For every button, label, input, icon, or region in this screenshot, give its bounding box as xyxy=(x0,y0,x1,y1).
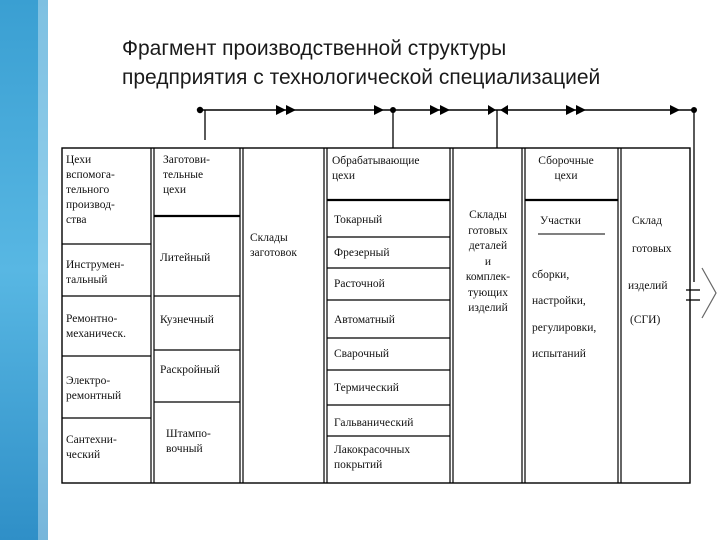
processing-galvanic-label: Гальванический xyxy=(334,417,414,429)
arrow-head-3 xyxy=(430,105,440,115)
processing-welding-label: Сварочный xyxy=(334,348,390,360)
procurement-casting-label: Литейный xyxy=(160,252,211,264)
processing-paint-label: Лакокрасочных покрытий xyxy=(334,444,411,471)
blank-warehouse-label: Склады заготовок xyxy=(250,232,297,259)
processing-header-label: Обрабатывающие цехи xyxy=(332,155,420,182)
assembly-op-assembly: сборки, xyxy=(532,269,570,281)
aux-plumbing-label: Сантехни- ческий xyxy=(66,434,117,461)
title-line-1: Фрагмент производственной структуры xyxy=(122,37,507,60)
finished-warehouse-line2: готовых xyxy=(632,243,672,255)
procurement-stamping-label: Штампо- вочный xyxy=(166,428,211,455)
assembly-op-testing: испытаний xyxy=(532,348,586,360)
title-line-2: предприятия с технологической специализацией xyxy=(122,66,601,89)
aux-repair-label: Ремонтно- механическ. xyxy=(66,313,126,340)
processing-thermal-label: Термический xyxy=(334,382,399,394)
parts-warehouse-label: Склады готовых деталей и комплек- тующих изделий xyxy=(465,209,511,314)
processing-milling-label: Фрезерный xyxy=(334,247,390,259)
processing-boring-label: Расточной xyxy=(334,278,385,290)
processing-automatic-label: Автоматный xyxy=(334,314,395,326)
arrow-head-1 xyxy=(276,105,286,115)
aux-electro-label: Электро- ремонтный xyxy=(66,375,122,402)
aux-tool-label: Инструмен- тальный xyxy=(66,259,125,286)
assembly-header-label: Сборочные цехи xyxy=(538,155,594,182)
processing-turning-label: Токарный xyxy=(334,214,383,226)
aux-header-label: Цехи вспомога- тельного производ- ства xyxy=(66,154,115,226)
finished-warehouse-line4: (СГИ) xyxy=(630,314,661,326)
arrow-head-2 xyxy=(374,105,384,115)
finished-warehouse-line3: изделий xyxy=(628,280,668,292)
assembly-op-adjustment: регулировки, xyxy=(532,322,597,334)
arrow-head-6 xyxy=(670,105,680,115)
arrow-head-5 xyxy=(566,105,576,115)
flow-start-dot xyxy=(197,107,203,113)
procurement-cutting-label: Раскройный xyxy=(160,364,220,376)
procurement-header-label: Заготови- тельные цехи xyxy=(163,154,210,196)
arrow-head-4 xyxy=(488,105,496,115)
assembly-sections-label: Участки xyxy=(540,215,581,227)
assembly-op-setup: настройки, xyxy=(532,295,586,307)
finished-warehouse-line1: Склад xyxy=(632,215,662,227)
procurement-forging-label: Кузнечный xyxy=(160,314,214,326)
